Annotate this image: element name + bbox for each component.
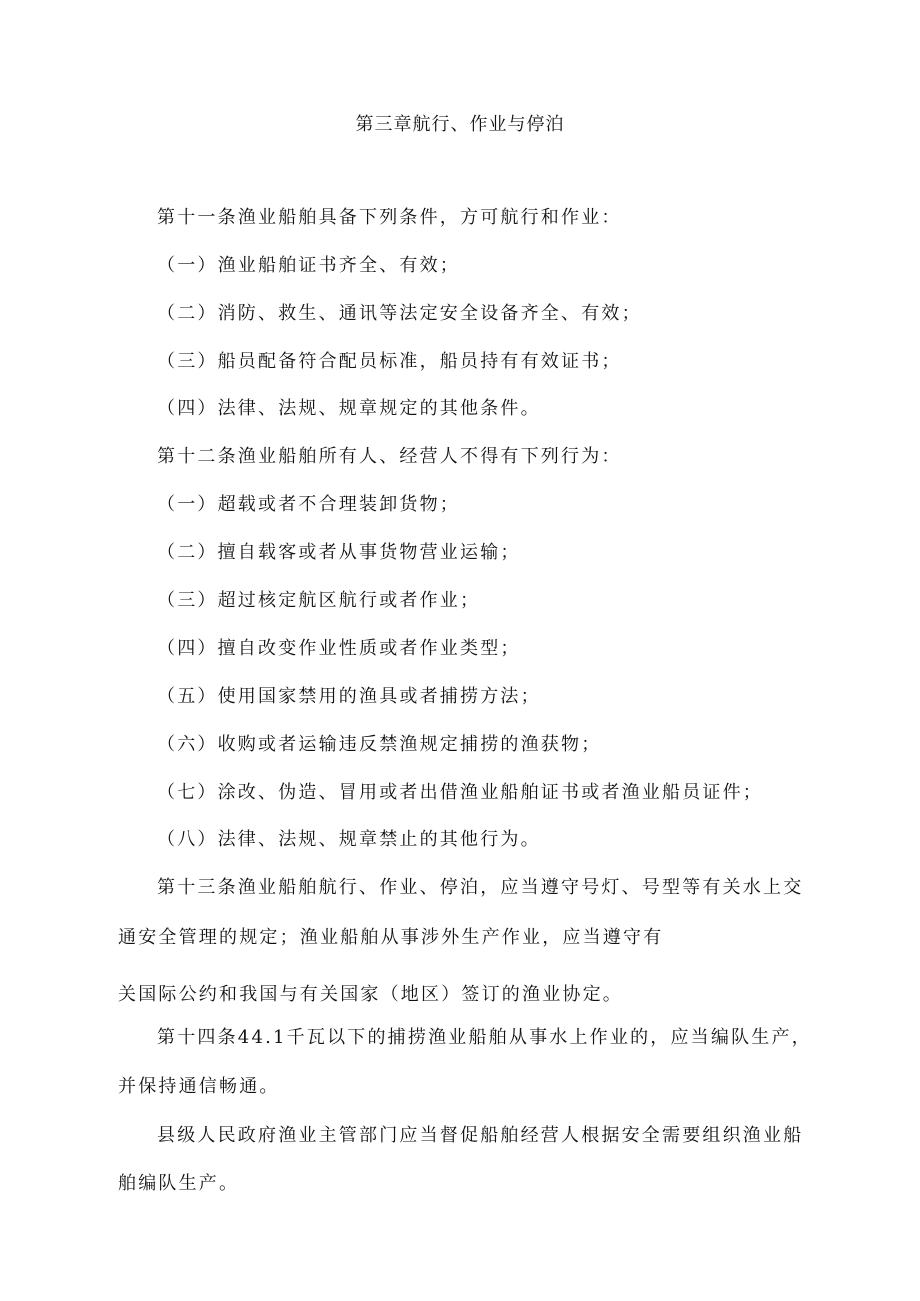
article-14-line-2: 并保持通信畅通。 bbox=[118, 1076, 280, 1097]
article-12-item-6: （六）收购或者运输违反禁渔规定捕捞的渔获物； bbox=[157, 734, 602, 755]
article-11-item-1: （一）渔业船舶证书齐全、有效； bbox=[157, 255, 460, 276]
article-14-line-4: 舶编队生产。 bbox=[118, 1173, 240, 1194]
article-13-line-1: 第十三条渔业船舶航行、作业、停泊，应当遵守号灯、号型等有关水上交 bbox=[157, 877, 804, 898]
article-14-line-3: 县级人民政府渔业主管部门应当督促船舶经营人根据安全需要组织渔业船 bbox=[157, 1125, 804, 1146]
article-12-item-8: （八）法律、法规、规章禁止的其他行为。 bbox=[157, 829, 541, 850]
article-14-line-1: 第十四条44.1千瓦以下的捕捞渔业船舶从事水上作业的，应当编队生产， bbox=[157, 1027, 812, 1048]
article-12-item-5: （五）使用国家禁用的渔具或者捕捞方法； bbox=[157, 686, 541, 707]
chapter-title: 第三章航行、作业与停泊 bbox=[355, 114, 565, 135]
article-11-item-3: （三）船员配备符合配员标准，船员持有有效证书； bbox=[157, 351, 622, 372]
article-13-line-2: 通安全管理的规定；渔业船舶从事涉外生产作业，应当遵守有 bbox=[118, 927, 664, 948]
article-12-item-4: （四）擅自改变作业性质或者作业类型； bbox=[157, 638, 521, 659]
article-11-heading: 第十一条渔业船舶具备下列条件，方可航行和作业： bbox=[157, 207, 622, 228]
article-11-item-4: （四）法律、法规、规章规定的其他条件。 bbox=[157, 398, 541, 419]
article-13-line-3: 关国际公约和我国与有关国家（地区）签订的渔业协定。 bbox=[118, 984, 623, 1005]
article-11-item-2: （二）消防、救生、通讯等法定安全设备齐全、有效； bbox=[157, 303, 642, 324]
article-12-item-7: （七）涂改、伪造、冒用或者出借渔业船舶证书或者渔业船员证件； bbox=[157, 782, 763, 803]
article-12-item-3: （三）超过核定航区航行或者作业； bbox=[157, 590, 481, 611]
article-12-heading: 第十二条渔业船舶所有人、经营人不得有下列行为： bbox=[157, 446, 622, 467]
article-12-item-1: （一）超载或者不合理装卸货物； bbox=[157, 494, 460, 515]
article-12-item-2: （二）擅自载客或者从事货物营业运输； bbox=[157, 542, 521, 563]
